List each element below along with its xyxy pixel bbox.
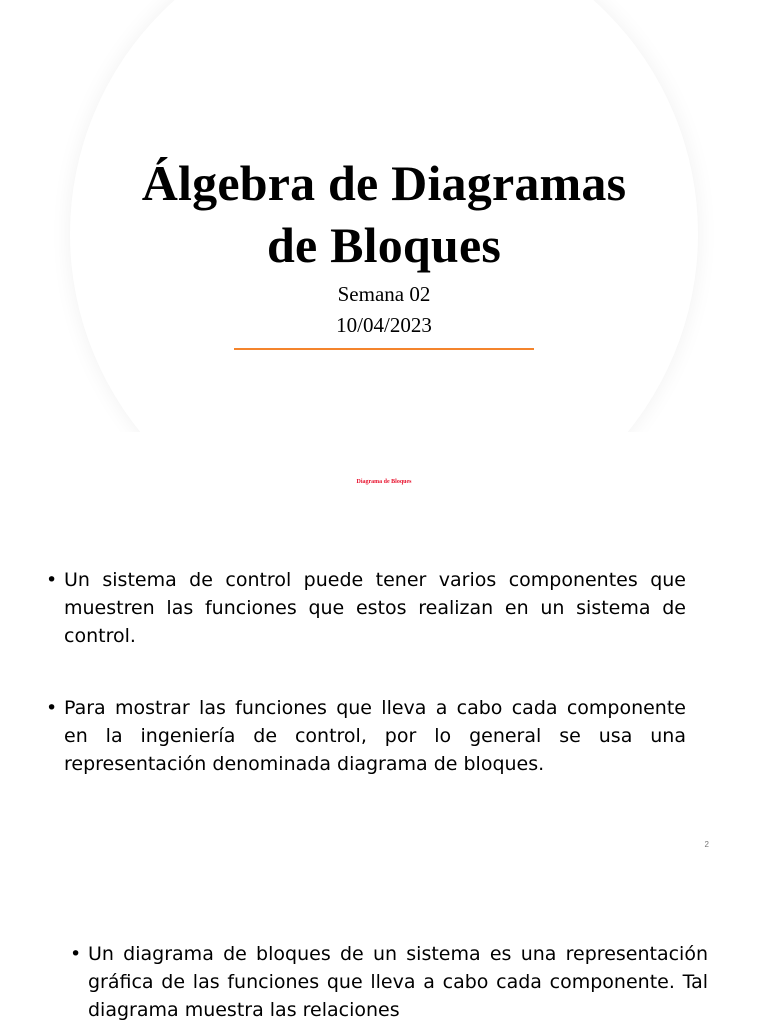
slide-title: [0, 152, 768, 276]
list-item: [46, 694, 686, 778]
bullet-list: [46, 566, 686, 822]
subtitle-week: Semana 02: [337, 282, 431, 306]
accent-divider: [234, 348, 534, 350]
bullet-text: Para mostrar las funciones que lleva a cabo cada componente en la ingeniería de control, por lo general se usa una representación denominada diagrama de bloques.: [64, 697, 686, 775]
bullet-glyph: •: [46, 697, 58, 719]
title-slide: [0, 0, 768, 432]
bullet-text: Un diagrama de bloques de un sistema es una representación gráfica de las funciones que lleva a cabo cada componente. Tal diagrama muestra las relaciones: [88, 943, 708, 1021]
list-item: [46, 566, 686, 650]
bullet-glyph: •: [46, 569, 58, 591]
subtitle-date: 10/04/2023: [336, 313, 432, 337]
title-line-1: Álgebra de Diagramas: [141, 155, 627, 211]
page-number: 2: [704, 840, 709, 849]
bullet-list: [70, 940, 708, 1024]
bullet-glyph: •: [70, 943, 82, 965]
content-slide-2: [0, 432, 768, 864]
slide-header: Diagrama de Bloques: [356, 479, 412, 485]
bullet-text: Un sistema de control puede tener varios componentes que muestren las funciones que estos realizan en un sistema de control.: [64, 569, 686, 647]
list-item: [70, 940, 708, 1024]
title-line-2: de Bloques: [266, 217, 501, 273]
content-slide-3: [0, 864, 768, 1024]
